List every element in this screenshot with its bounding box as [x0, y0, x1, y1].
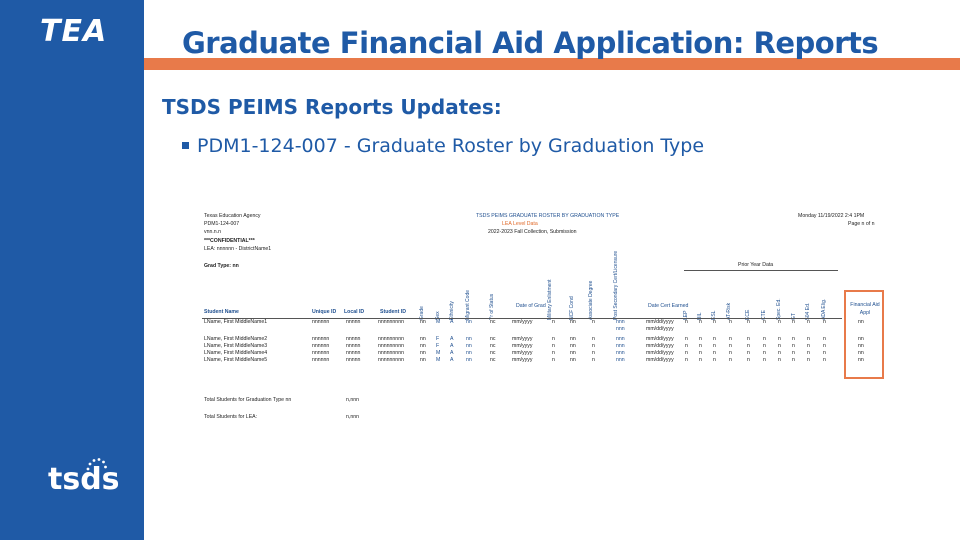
cell-flag-4: n [747, 319, 750, 325]
cell-date: mm/yyyy [512, 336, 533, 342]
cell-flag-1: n [699, 350, 702, 356]
cell-flag-8: n [807, 343, 810, 349]
cell-cert: mm/dd/yyyy [646, 326, 674, 332]
cell-mil: n [552, 350, 555, 356]
cell-flag-9: n [823, 336, 826, 342]
cell-yr: nc [490, 336, 496, 342]
cell-date: mm/yyyy [512, 319, 533, 325]
cell-flag-5: n [763, 357, 766, 363]
col-student-id: Student ID [380, 309, 406, 315]
report-collection: 2022-2023 Fall Collection, Submission [488, 229, 577, 235]
tea-logo: TEA [40, 14, 108, 49]
cell-flag-9: n [823, 357, 826, 363]
cell-name: LName, First MiddleName1 [204, 319, 268, 325]
col-financial-aid: Financial Aid Appl [850, 302, 880, 316]
report-level: LEA Level Data [502, 221, 538, 227]
col-student-name: Student Name [204, 309, 239, 315]
col-local-id: Local ID [344, 309, 365, 315]
tsds-logo: tsds [48, 462, 120, 497]
cell-flag-5: n [763, 343, 766, 349]
cell-flag-6: n [778, 357, 781, 363]
cell-flag-7: n [792, 319, 795, 325]
cell-flag-4: n [747, 357, 750, 363]
cell-unique: nnnnnn [312, 343, 330, 349]
cell-cert: mm/dd/yyyy [646, 319, 674, 325]
cell-post: nnn [616, 326, 625, 332]
cell-cert: mm/dd/yyyy [646, 336, 674, 342]
cell-name: LName, First MiddleName4 [204, 350, 268, 356]
cell-unique: nnnnnn [312, 319, 330, 325]
cell-date: mm/yyyy [512, 357, 533, 363]
cell-mig: nn [466, 319, 472, 325]
cell-flag-3: n [729, 336, 732, 342]
report-id: PDM1-124-007 [204, 221, 240, 227]
cell-cert: mm/dd/yyyy [646, 343, 674, 349]
cell-flag-6: n [778, 336, 781, 342]
cell-yr: nc [490, 357, 496, 363]
cell-flag-0: n [685, 343, 688, 349]
cell-grade: nn [420, 357, 426, 363]
cell-flag-7: n [792, 350, 795, 356]
bullet-item [182, 135, 704, 157]
col-yr-status: Yr of Status [489, 293, 495, 320]
cell-financial-aid: nn [858, 357, 864, 363]
cell-flag-3: n [729, 319, 732, 325]
cell-cert: mm/dd/yyyy [646, 350, 674, 356]
cell-flag-3: n [729, 350, 732, 356]
cell-grade: nn [420, 350, 426, 356]
cell-flag-1: n [699, 319, 702, 325]
cell-post: nnn [616, 336, 625, 342]
cell-post: nnn [616, 357, 625, 363]
cell-flag-4: n [747, 350, 750, 356]
total-grad-label: Total Students for Graduation Type nn [204, 397, 292, 403]
cell-yr: nc [490, 319, 496, 325]
col-504: 504 Ed. [805, 302, 811, 320]
cell-unique: nnnnnn [312, 336, 330, 342]
col-spec-ed: Spec. Ed. [776, 298, 782, 320]
cell-eth: A [450, 336, 454, 342]
col-sex: Sex [435, 311, 441, 320]
cell-flag-6: n [778, 319, 781, 325]
cell-flag-2: n [713, 357, 716, 363]
cell-mig: nn [466, 336, 472, 342]
cell-flag-0: n [685, 336, 688, 342]
cell-flag-3: n [729, 357, 732, 363]
cell-flag-8: n [807, 336, 810, 342]
col-gt: GT [791, 313, 797, 320]
sidebar [0, 0, 144, 540]
cell-flag-9: n [823, 319, 826, 325]
cell-assoc: n [592, 343, 595, 349]
cell-eth: A [450, 357, 454, 363]
col-assoc-degree: Associate Degree [588, 280, 594, 320]
cell-post: nnn [616, 343, 625, 349]
report-center-title: TSDS PEIMS GRADUATE ROSTER BY GRADUATION TYPE [476, 213, 620, 219]
report-agency: Texas Education Agency [204, 213, 261, 219]
bullet-square-icon [182, 142, 189, 149]
cell-local: nnnnn [346, 357, 361, 363]
total-lea-label: Total Students for LEA: [204, 414, 258, 420]
cell-assoc: n [592, 357, 595, 363]
cell-sid: nnnnnnnnn [378, 336, 404, 342]
cell-mig: nn [466, 350, 472, 356]
cell-flag-9: n [823, 350, 826, 356]
col-lep: LEP [683, 310, 689, 320]
report-date: Monday 11/19/2022 2:4 1PM [798, 213, 865, 219]
cell-flag-3: n [729, 343, 732, 349]
cell-mil: n [552, 357, 555, 363]
cell-financial-aid: nn [858, 336, 864, 342]
total-grad-value: n,nnn [346, 397, 359, 403]
cell-flag-2: n [713, 343, 716, 349]
cell-post: nnn [616, 319, 625, 325]
cell-flag-2: n [713, 336, 716, 342]
cell-yr: nc [490, 350, 496, 356]
cell-flag-2: n [713, 319, 716, 325]
cell-grade: nn [420, 343, 426, 349]
col-ncf-cond: NCF Cond [569, 296, 575, 320]
prior-year-label: Prior Year Data [738, 262, 774, 268]
col-ethnicity: Ethnicity [449, 301, 455, 320]
col-cte: CTE [761, 310, 767, 320]
cell-flag-1: n [699, 343, 702, 349]
cell-grade: nn [420, 319, 426, 325]
col-date-cert: Date Cert Earned [648, 303, 689, 309]
cell-assoc: n [592, 336, 595, 342]
cell-flag-8: n [807, 357, 810, 363]
cell-eth: A [450, 343, 454, 349]
cell-local: nnnnn [346, 350, 361, 356]
col-ece: ECE [745, 309, 751, 320]
total-lea-value: n,nnn [346, 414, 359, 420]
cell-date: mm/yyyy [512, 350, 533, 356]
col-military: Military Enlistment [547, 279, 553, 320]
report-lea: LEA: nnnnnn - DistrictName1 [204, 246, 272, 252]
cell-sex: M [436, 350, 441, 356]
cell-local: nnnnn [346, 343, 361, 349]
cell-flag-5: n [763, 319, 766, 325]
report-confidential: ***CONFIDENTIAL*** [204, 238, 255, 244]
cell-flag-6: n [778, 350, 781, 356]
cell-name: LName, First MiddleName3 [204, 343, 268, 349]
cell-cert: mm/dd/yyyy [646, 357, 674, 363]
col-postsecondary: Post Secondary Cert/Licensure [613, 250, 619, 320]
col-grade: Grade [419, 306, 425, 320]
slide-title: Graduate Financial Aid Application: Reports [182, 26, 879, 60]
cell-flag-9: n [823, 343, 826, 349]
col-migrant: Migrant Code [465, 289, 471, 320]
col-bil: BIL [697, 312, 703, 320]
cell-financial-aid: nn [858, 319, 864, 325]
cell-eth: A [450, 319, 454, 325]
cell-flag-2: n [713, 350, 716, 356]
cell-sid: nnnnnnnnn [378, 343, 404, 349]
cell-flag-7: n [792, 336, 795, 342]
cell-sid: nnnnnnnnn [378, 357, 404, 363]
cell-mig: nn [466, 343, 472, 349]
cell-flag-8: n [807, 350, 810, 356]
financial-aid-highlight-box [844, 290, 884, 379]
cell-ncf: nn [570, 336, 576, 342]
cell-date: mm/yyyy [512, 343, 533, 349]
cell-yr: nc [490, 343, 496, 349]
cell-flag-0: n [685, 350, 688, 356]
cell-ncf: nn [570, 350, 576, 356]
cell-name: LName, First MiddleName2 [204, 336, 268, 342]
cell-assoc: n [592, 319, 595, 325]
cell-sex: M [436, 357, 441, 363]
report-screenshot [196, 208, 892, 428]
cell-mil: n [552, 343, 555, 349]
cell-flag-1: n [699, 336, 702, 342]
cell-mig: nn [466, 357, 472, 363]
section-heading: TSDS PEIMS Reports Updates: [162, 95, 502, 119]
cell-flag-4: n [747, 336, 750, 342]
col-esl: ESL [711, 310, 717, 320]
report-grad-type: Grad Type: nn [204, 263, 239, 269]
cell-assoc: n [592, 350, 595, 356]
cell-sex: M [436, 319, 441, 325]
cell-mil: n [552, 336, 555, 342]
cell-flag-8: n [807, 319, 810, 325]
col-ada: ADA Elig. [821, 298, 827, 320]
cell-sex: F [436, 343, 440, 349]
cell-flag-5: n [763, 350, 766, 356]
bullet-text: PDM1-124-007 - Graduate Roster by Graduation Type [197, 135, 705, 157]
cell-flag-7: n [792, 357, 795, 363]
cell-flag-0: n [685, 319, 688, 325]
col-at-risk: AT-Risk [726, 302, 732, 320]
cell-ncf: nn [570, 357, 576, 363]
col-unique-id: Unique ID [312, 309, 337, 315]
cell-post: nnn [616, 350, 625, 356]
cell-sex: F [436, 336, 440, 342]
cell-ncf: nn [570, 343, 576, 349]
report-version: vnn.n.n [204, 229, 222, 235]
cell-local: nnnnn [346, 336, 361, 342]
cell-eth: A [450, 350, 454, 356]
cell-flag-4: n [747, 343, 750, 349]
cell-unique: nnnnnn [312, 357, 330, 363]
cell-sid: nnnnnnnnn [378, 319, 404, 325]
cell-flag-1: n [699, 357, 702, 363]
cell-sid: nnnnnnnnn [378, 350, 404, 356]
col-date-grad: Date of Grad [516, 303, 546, 309]
cell-ncf: nn [570, 319, 576, 325]
cell-local: nnnnn [346, 319, 361, 325]
cell-grade: nn [420, 336, 426, 342]
cell-flag-7: n [792, 343, 795, 349]
cell-flag-5: n [763, 336, 766, 342]
cell-financial-aid: nn [858, 343, 864, 349]
cell-unique: nnnnnn [312, 350, 330, 356]
report-page: Page n of n [848, 221, 875, 227]
cell-name: LName, First MiddleName5 [204, 357, 268, 363]
cell-mil: n [552, 319, 555, 325]
cell-financial-aid: nn [858, 350, 864, 356]
prior-year-rule [684, 270, 838, 271]
cell-flag-0: n [685, 357, 688, 363]
cell-flag-6: n [778, 343, 781, 349]
